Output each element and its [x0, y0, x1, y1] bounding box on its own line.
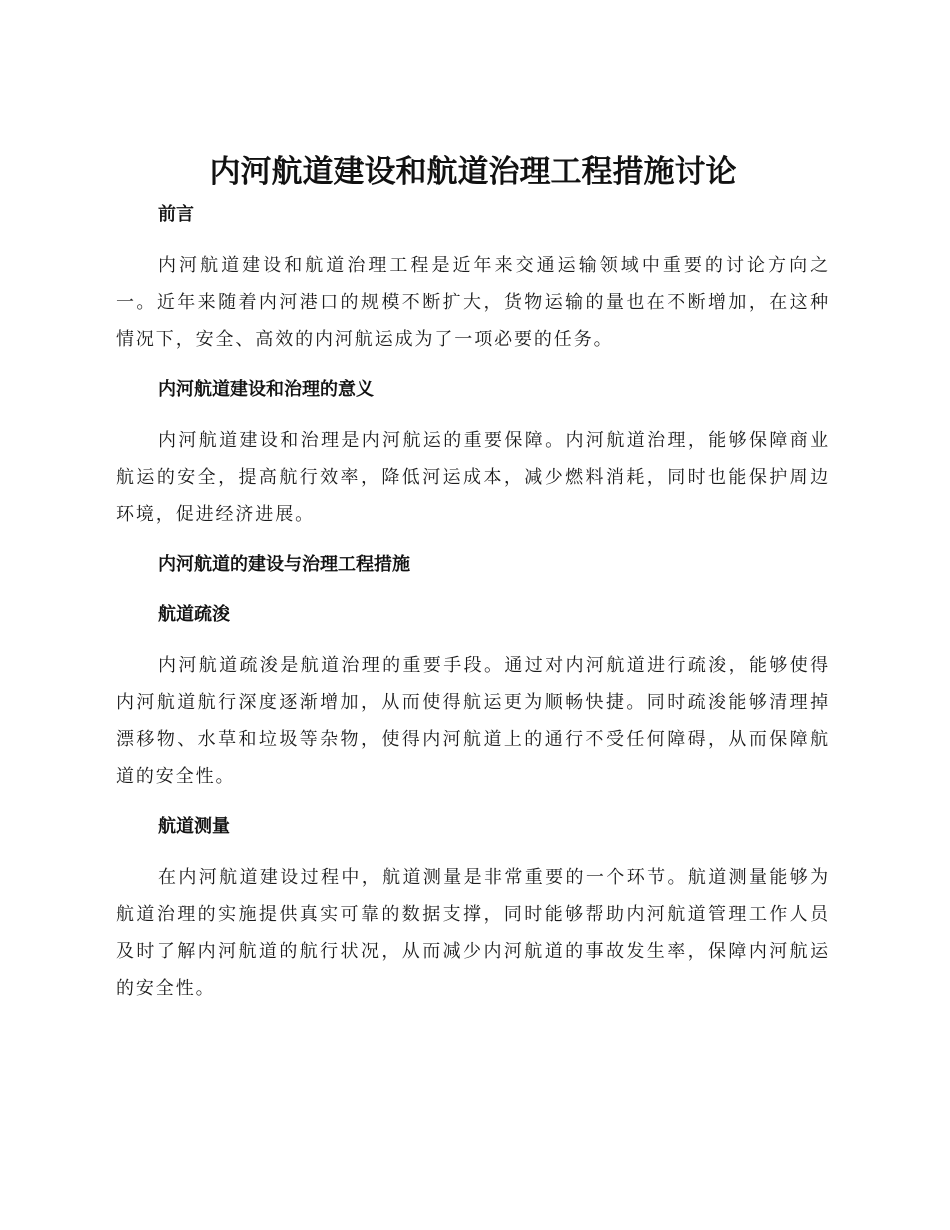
paragraph-preface: 内河航道建设和航道治理工程是近年来交通运输领域中重要的讨论方向之一。近年来随着内河港口的规模不断扩大，货物运输的量也在不断增加，在这种情况下，安全、高效的内河航运成为了一项必要的任务。 — [116, 255, 830, 350]
spacer — [116, 840, 830, 859]
spacer — [116, 403, 830, 422]
section-heading-surveying: 航道测量 — [158, 816, 230, 837]
section-heading-significance: 内河航道建设和治理的意义 — [158, 379, 374, 400]
spacer — [116, 795, 830, 814]
section-heading-measures: 内河航道的建设与治理工程措施 — [158, 554, 410, 575]
spacer — [116, 578, 830, 602]
paragraph-dredging: 内河航道疏浚是航道治理的重要手段。通过对内河航道进行疏浚，能够使得内河航道航行深度逐渐增加，从而使得航运更为顺畅快捷。同时疏浚能够清理掉漂移物、水草和垃圾等杂物，使得内河航道上的通行不受任何障碍，从而保障航道的安全性。 — [116, 655, 830, 787]
paragraph-surveying: 在内河航道建设过程中，航道测量是非常重要的一个环节。航道测量能够为航道治理的实施提供真实可靠的数据支撑，同时能够帮助内河航道管理工作人员及时了解内河航道的航行状况，从而减少内河航道的事故发生率，保障内河航运的安全性。 — [116, 867, 830, 999]
spacer — [116, 533, 830, 552]
document-title: 内河航道建设和航道治理工程措施讨论 — [209, 154, 737, 190]
section-heading-preface: 前言 — [158, 204, 194, 225]
spacer — [116, 228, 830, 247]
section-heading-dredging: 航道疏浚 — [158, 604, 230, 625]
paragraph-significance: 内河航道建设和治理是内河航运的重要保障。内河航道治理，能够保障商业航运的安全，提高航行效率，降低河运成本，减少燃料消耗，同时也能保护周边环境，促进经济进展。 — [116, 430, 830, 525]
spacer — [116, 628, 830, 647]
spacer — [116, 358, 830, 377]
